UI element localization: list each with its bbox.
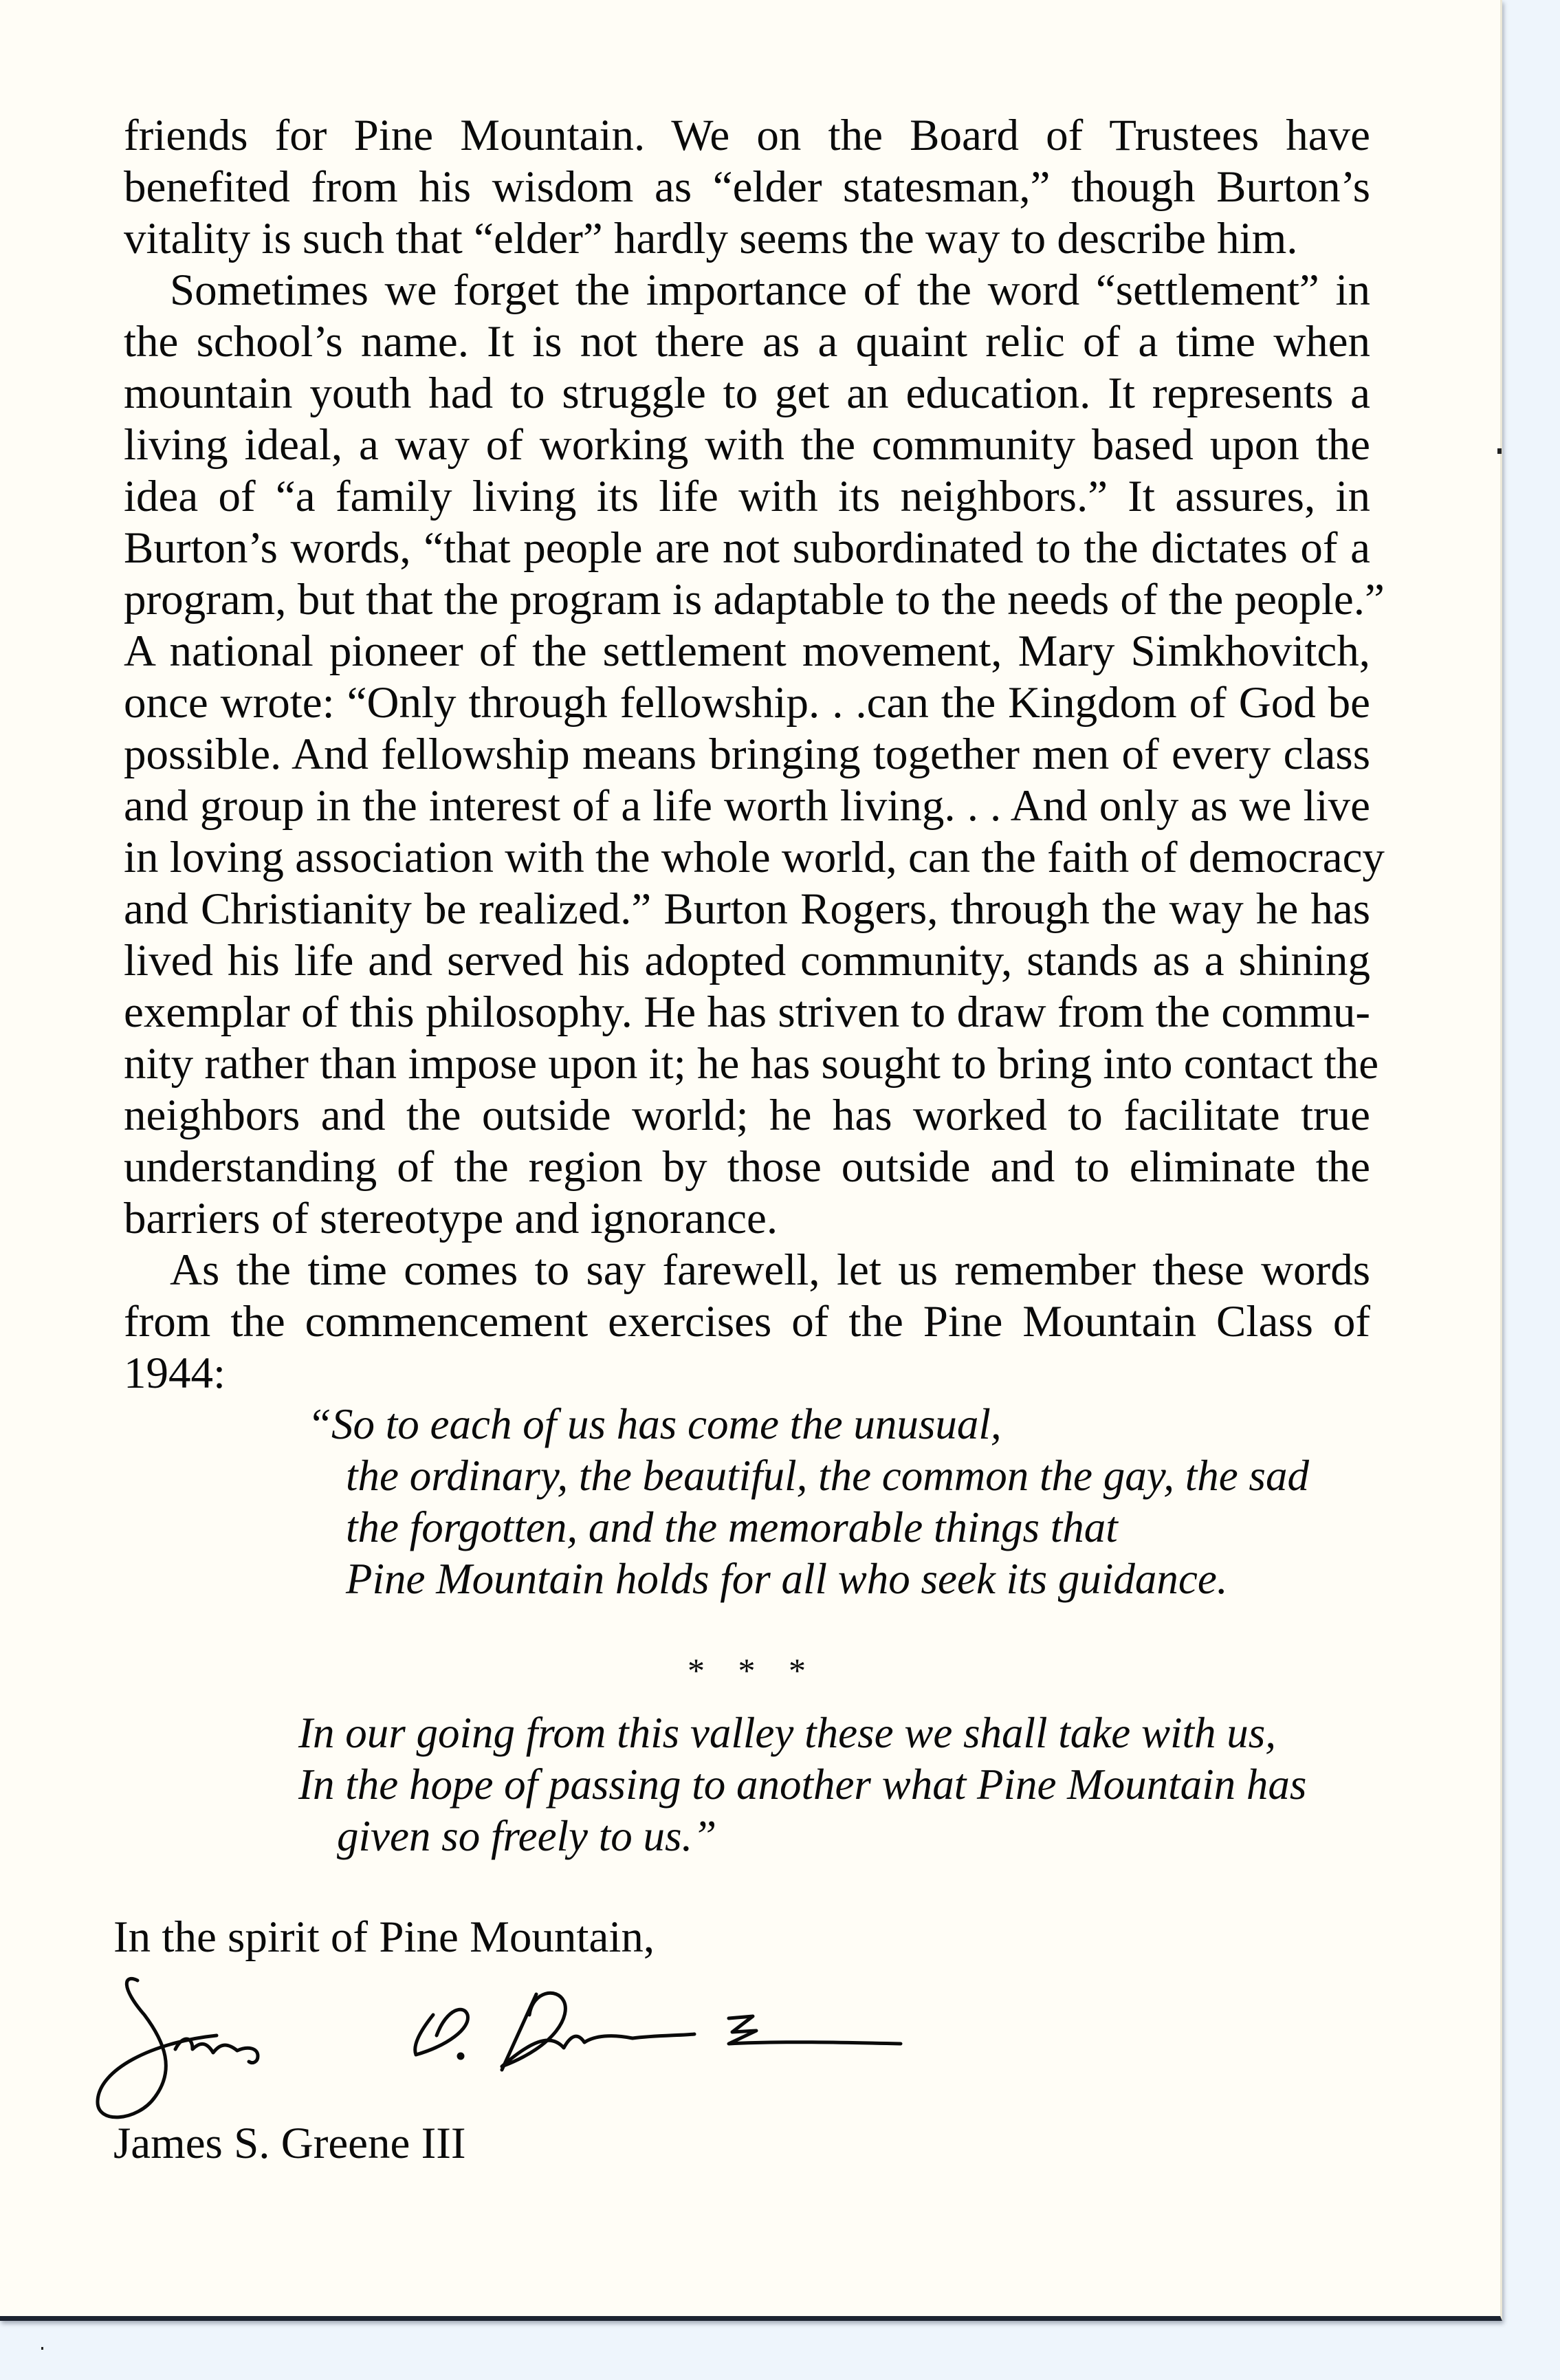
quote-stanza-1 bbox=[307, 1399, 1309, 1605]
text-line: benefited from his wisdom as “elder statesman,” though Burton’s bbox=[124, 162, 1370, 212]
text-line: vitality is such that “elder” hardly seems the way to describe him. bbox=[124, 214, 1298, 263]
text-line: barriers of stereotype and ignorance. bbox=[124, 1194, 778, 1243]
text-line: As the time comes to say farewell, let us remember these words bbox=[170, 1245, 1370, 1295]
text-line: from the commencement exercises of the Pine Mountain Class of bbox=[124, 1297, 1370, 1346]
text-line: once wrote: “Only through fellowship. . .can the Kingdom of God be bbox=[124, 678, 1370, 728]
quote-line: given so freely to us.” bbox=[337, 1812, 717, 1860]
paragraph-3 bbox=[124, 1245, 1370, 1399]
signer-name: James S. Greene III bbox=[113, 2119, 466, 2168]
quote-line: In our going from this valley these we shall take with us, bbox=[298, 1709, 1277, 1757]
text-line: lived his life and served his adopted community, stands as a shining bbox=[124, 936, 1370, 985]
closing-salutation: In the spirit of Pine Mountain, bbox=[113, 1912, 655, 1962]
text-line: exemplar of this philosophy. He has striven to draw from the commu- bbox=[124, 987, 1370, 1037]
paragraph-2 bbox=[124, 265, 1385, 1245]
body-text bbox=[124, 110, 1385, 1399]
quote-line: “So to each of us has come the unusual, bbox=[307, 1400, 1002, 1448]
text-line: idea of “a family living its life with its neighbors.” It assures, in bbox=[124, 472, 1370, 521]
text-line: and group in the interest of a life worth living. . . And only as we live bbox=[124, 781, 1370, 831]
text-line: 1944: bbox=[124, 1349, 226, 1398]
scan-speck bbox=[41, 2347, 43, 2350]
text-line: A national pioneer of the settlement movement, Mary Simkhovitch, bbox=[124, 626, 1370, 676]
quote-line: Pine Mountain holds for all who seek its guidance. bbox=[346, 1555, 1228, 1603]
signature-icon bbox=[89, 1967, 914, 2132]
text-line: program, but that the program is adaptable to the needs of the people.” bbox=[124, 575, 1385, 624]
quote-stanza-2 bbox=[298, 1707, 1306, 1862]
text-line: the school’s name. It is not there as a quaint relic of a time when bbox=[124, 317, 1370, 367]
quote-line: In the hope of passing to another what Pine Mountain has bbox=[298, 1760, 1307, 1809]
quote-line: the ordinary, the beautiful, the common the gay, the sad bbox=[346, 1452, 1309, 1500]
text-line: mountain youth had to struggle to get an education. It represents a bbox=[124, 369, 1370, 418]
section-separator: * * * bbox=[688, 1651, 818, 1690]
text-line: friends for Pine Mountain. We on the Board of Trustees have bbox=[124, 111, 1370, 160]
text-line: living ideal, a way of working with the community based upon the bbox=[124, 420, 1370, 470]
text-line: Sometimes we forget the importance of the word “settlement” in bbox=[170, 265, 1370, 315]
scan-speck bbox=[1497, 448, 1502, 454]
text-line: and Christianity be realized.” Burton Rogers, through the way he has bbox=[124, 884, 1370, 934]
text-line: understanding of the region by those outside and to eliminate the bbox=[124, 1142, 1370, 1192]
paragraph-1 bbox=[124, 110, 1370, 265]
text-line: nity rather than impose upon it; he has sought to bring into contact the bbox=[124, 1039, 1379, 1089]
text-line: in loving association with the whole world, can the faith of democracy bbox=[124, 833, 1385, 882]
text-line: Burton’s words, “that people are not subordinated to the dictates of a bbox=[124, 523, 1370, 573]
quote-line: the forgotten, and the memorable things that bbox=[346, 1503, 1118, 1551]
text-line: possible. And fellowship means bringing together men of every class bbox=[124, 730, 1370, 779]
text-line: neighbors and the outside world; he has worked to facilitate true bbox=[124, 1091, 1370, 1140]
